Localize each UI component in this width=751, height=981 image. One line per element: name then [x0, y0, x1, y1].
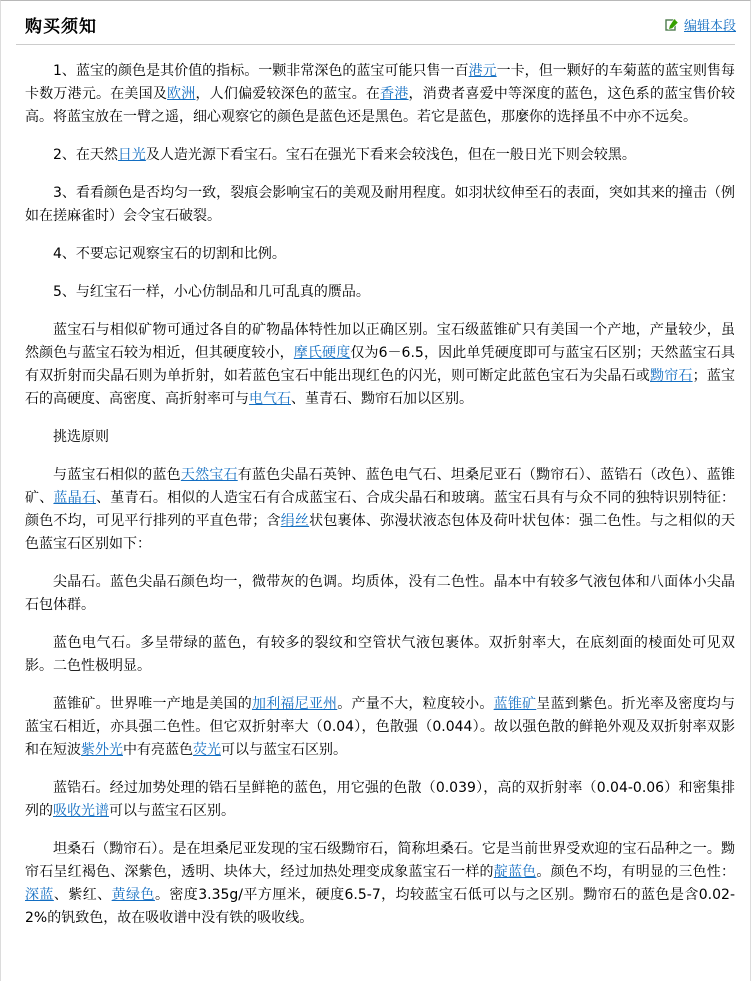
paragraph-text: 一卡，但一颗好的车菊蓝的蓝宝则售每卡数万港元。在美国及 — [25, 63, 736, 102]
inline-link[interactable]: 日光 — [117, 147, 146, 163]
paragraph — [25, 571, 735, 617]
paragraph — [25, 182, 735, 228]
paragraph-text: 。颜色不均，有明显的三色性： — [536, 864, 736, 880]
paragraph-text: 1、蓝宝的颜色是其价值的指标。一颗非常深色的蓝宝可能只售一百 — [53, 63, 469, 79]
inline-link[interactable]: 蓝晶石 — [53, 490, 97, 506]
paragraph-text: 尖晶石。蓝色尖晶石颜色均一，微带灰的色调。均质体，没有二色性。晶本中有较多气液包体和八面体小尖晶石包体群。 — [25, 574, 735, 613]
paragraph-text: 仅为6－6.5，因此单凭硬度即可与蓝宝石区别；天然蓝宝石具有双折射而尖晶石则为单折射，如若蓝色宝石中能出现红色的闪光，则可断定此蓝色宝石为尖晶石或 — [25, 345, 736, 384]
paragraph-text: 、紫红、 — [53, 887, 112, 903]
paragraph-text: 呈蓝到紫色。折光率及密度均与蓝宝石相近，亦具强二色性。但它双折射率大（0.04），色散强（0.044）。故以强色散的鲜艳外观及双折射率双影和在短波 — [25, 696, 736, 758]
article-body — [1, 60, 750, 930]
paragraph-text: 可以与蓝宝石区别。 — [109, 803, 235, 819]
paragraph-text: 5、与红宝石一样，小心仿制品和几可乱真的赝品。 — [53, 284, 370, 300]
inline-link[interactable]: 电气石 — [249, 391, 291, 407]
inline-link[interactable]: 吸收光谱 — [53, 803, 109, 819]
inline-link[interactable]: 香港 — [380, 86, 409, 102]
inline-link[interactable]: 黄绿色 — [111, 887, 155, 903]
paragraph-text: 2、在天然 — [53, 147, 118, 163]
paragraph — [25, 426, 735, 449]
paragraph-text: 、堇青石。相似的人造宝石有合成蓝宝石、合成尖晶石和玻璃。蓝宝石具有与众不同的独特识别特征：颜色不均，可见平行排列的平直色带；含 — [25, 490, 736, 529]
inline-link[interactable]: 紫外光 — [81, 742, 123, 758]
edit-pencil-icon — [665, 17, 680, 32]
paragraph — [25, 144, 735, 167]
inline-link[interactable]: 欧洲 — [167, 86, 196, 102]
paragraph — [25, 693, 735, 762]
inline-link[interactable]: 蓝锥矿 — [493, 696, 537, 712]
paragraph-text: 蓝宝石与相似矿物可通过各自的矿物晶体特性加以正确区别。宝石级蓝锥矿只有美国一个产地，产量较少，虽然颜色与蓝宝石较为相近，但其硬度较小， — [25, 322, 735, 361]
paragraph — [25, 777, 735, 823]
paragraph-text: 。产量不大，粒度较小。 — [337, 696, 494, 712]
paragraph-text: 与蓝宝石相似的蓝色 — [53, 467, 181, 483]
paragraph-text: 蓝锆石。经过加势处理的锆石呈鲜艳的蓝色，用它强的色散（0.039），高的双折射率（0.04-0.06）和密集排列的 — [25, 780, 735, 819]
inline-link[interactable]: 靛蓝色 — [493, 864, 537, 880]
paragraph-text: 挑选原则 — [53, 429, 109, 445]
paragraph-text: 可以与蓝宝石区别。 — [221, 742, 347, 758]
paragraph — [25, 60, 735, 129]
paragraph — [25, 464, 735, 556]
paragraph-text: 坦桑石（黝帘石）。是在坦桑尼亚发现的宝石级黝帘石，简称坦桑石。它是当前世界受欢迎的宝石品种之一。黝帘石呈红褐色、深紫色，透明、块体大，经过加热处理变成象蓝宝石一样的 — [25, 841, 735, 880]
paragraph-text: ，人们偏爱较深色的蓝宝。在 — [195, 86, 381, 102]
inline-link[interactable]: 绢丝 — [280, 513, 310, 529]
paragraph-text: 4、不要忘记观察宝石的切割和比例。 — [53, 246, 286, 262]
inline-link[interactable]: 荧光 — [193, 742, 221, 758]
paragraph — [25, 632, 735, 678]
paragraph-text: 蓝锥矿。世界唯一产地是美国的 — [53, 696, 252, 712]
page-title: 购买须知 — [25, 17, 97, 37]
paragraph-text: 及人造光源下看宝石。宝石在强光下看来会较浅色，但在一般日光下则会较黑。 — [145, 147, 636, 163]
paragraph-text: 、堇青石、黝帘石加以区别。 — [291, 391, 473, 407]
paragraph — [25, 281, 735, 304]
paragraph-text: 状包裹体、弥漫状液态包体及荷叶状包体：强二色性。与之相似的天色蓝宝石区别如下： — [25, 513, 736, 552]
inline-link[interactable]: 深蓝 — [25, 887, 54, 903]
paragraph-text: 有蓝色尖晶石英钟、蓝色电气石、坦桑尼亚石（黝帘石）、蓝锆石（改色）、蓝锥矿、 — [25, 467, 736, 506]
inline-link[interactable]: 摩氏硬度 — [293, 345, 351, 361]
edit-section-label: 编辑本段 — [683, 19, 736, 34]
edit-section-link[interactable] — [665, 15, 736, 34]
paragraph-text: ；蓝宝石的高硬度、高密度、高折射率可与 — [25, 368, 736, 407]
paragraph-text: ，消费者喜爱中等深度的蓝色，这色系的蓝宝售价较高。将蓝宝放在一臂之遥，细心观察它的颜色是蓝色还是黑色。若它是蓝色，那麼你的选择虽不中亦不远矣。 — [25, 86, 736, 125]
paragraph — [25, 838, 735, 930]
paragraph — [25, 319, 735, 411]
section-header — [1, 1, 750, 44]
title-divider — [16, 44, 735, 45]
inline-link[interactable]: 港元 — [468, 63, 497, 79]
paragraph-text: 。密度3.35g/平方厘米，硬度6.5-7，均较蓝宝石低可以与之区别。黝帘石的蓝色是含0.02-2%的钒致色，故在吸收谱中没有铁的吸收线。 — [25, 887, 735, 926]
inline-link[interactable]: 天然宝石 — [180, 467, 238, 483]
paragraph-text: 3、看看颜色是否均匀一致，裂痕会影响宝石的美观及耐用程度。如羽状纹伸至石的表面，突如其来的撞击（例如在搓麻雀时）会令宝石破裂。 — [25, 185, 735, 224]
paragraph-text: 蓝色电气石。多呈带绿的蓝色，有较多的裂纹和空管状气液包裹体。双折射率大，在底刻面的棱面处可见双影。二色性极明显。 — [25, 635, 735, 674]
inline-link[interactable]: 黝帘石 — [649, 368, 693, 384]
inline-link[interactable]: 加利福尼亚州 — [251, 696, 338, 712]
paragraph-text: 中有亮蓝色 — [123, 742, 193, 758]
paragraph — [25, 243, 735, 266]
